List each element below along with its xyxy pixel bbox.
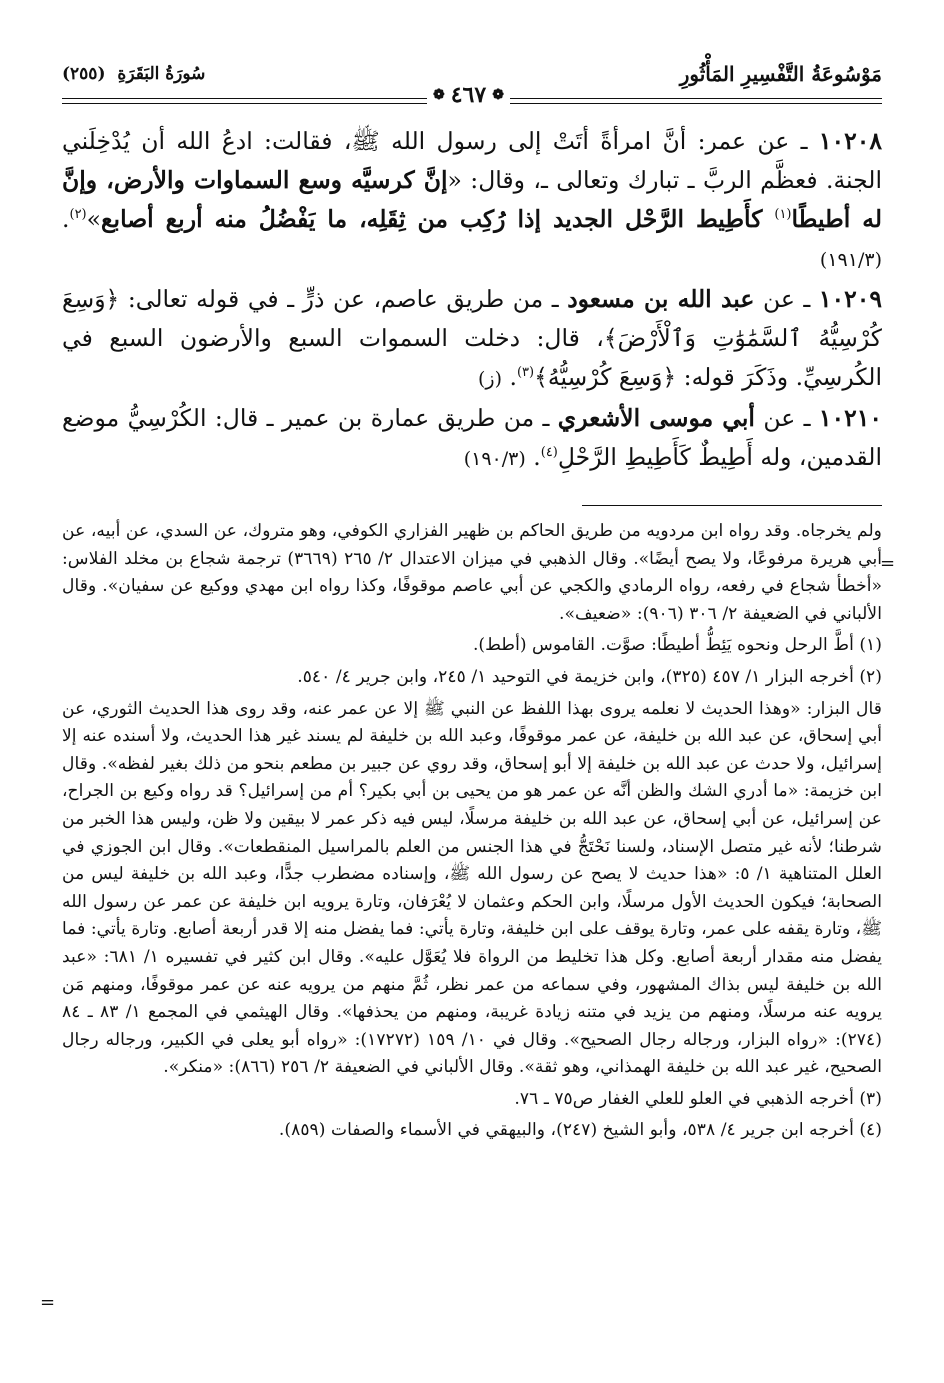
footnote-marker: (٣): [516, 365, 535, 381]
footnote-2-body: قال البزار: «وهذا الحديث لا نعلمه يروى بهذا اللفظ عن النبي ﷺ إلا عن عمر عنه، وقد روى هذا الحديث الثوري، عن أبي إسحاق، عن عبد الله بن خليفة، عن عمر موقوفًا، وعبد الله بن خليفة لم يسند غير هذا الحديث، ولا أسنده عنه إلا إسرائيل، ولا حدث عن عبد الله بن خليفة إلا أبو إسحاق، وقد روي عن جبير بن مطعم بنحو من ذلك بغير لفظه». وقال ابن خزيمة: «ما أدري الشك والظن أنَّه عن عمر هو من يحيى بن أبي بكير؟ أم من إسرائيل؟ قد رواه وكيع بن الجراح، عن إسرائيل، عن أبي إسحاق، عن عبد الله بن خليفة مرسلًا، ليس فيه ذكر عمر لا بيقين ولا ظن، وليس هذا الخبر من شرطنا؛ لأنه غير متصل الإسناد، ولسنا نَحْتَجُّ في هذا الجنس من العلم بالمراسيل المنقطعات». وقال ابن الجوزي في العلل المتناهية ١/ ٥: «هذا حديث لا يصح عن رسول الله ﷺ، وإسناده مضطرب جدًّا، وعبد الله بن خليفة ليس من الصحابة؛ فيكون الحديث الأول مرسلًا، وابن الحكم وعثمان لا يُعْرَفان، وتارة يرويه ابن خليفة عن عمر عن رسول الله ﷺ، وتارة يقفه على عمر، وتارة يوقف على ابن خليفة، وتارة يأتي: فما يفضل منه إلا قدر أربعة أصابع. وتارة يأتي: فما يفضل منه مقدار أربعة أصابع. وكل هذا تخليط من الرواة فلا يُعَوَّل عليه». وقال ابن كثير في تفسيره ١/ ٦٨١: «عبد الله بن خليفة ليس بذاك المشهور، وفي سماعه من عمر نظر، ثُمَّ منهم من يرويه عنه عن عمر موقوفًا، ومنهم مَن يرويه عنه مرسلًا، ومنهم من يزيد في متنه زيادة غريبة، ومنهم من يحذفها». وقال الهيثمي في المجمع ١/ ٨٣ ـ ٨٤ (٢٧٤): «رواه البزار، ورجاله رجال الصحيح». وقال في ١٠/ ١٥٩ (١٧٢٧٢): «رواه أبو يعلى في الكبير، ورجاله رجال الصحيح، غير عبد الله بن خليفة الهمذاني، وهو ثقة». وقال الألباني في الضعيفة ٢/ ٢٥٦ (٨٦٦): «منكر».: [62, 698, 882, 1078]
page-number-block: [427, 82, 510, 108]
entry-text: ، قال: دخلت السموات السبع والأرضون السبع في الكُرسِيِّ. وذَكَرَ قوله:: [62, 324, 882, 391]
surah-heading: [62, 64, 205, 84]
footnote-text: ولم يخرجاه. وقد رواه ابن مردويه من طريق الحاكم بن ظهير الفزاري الكوفي، وهو متروك، عن السدي، عن أبيه، عن أبي هريرة مرفوعًا، ولا يصح أيضًا». وقال الذهبي في ميزان الاعتدال ٢/ ٢٦٥ (٣٦٦٩) ترجمة شجاع بن مخلد الفلاس: «أخطأ شجاع في رفعه، رواه الرمادي والكجي عن أبي عاصم موقوفًا، وكذا رواه ابن مهدي ووكيع عن سفيان». وقال الألباني في الضعيفة ٢/ ٣٠٦ (٩٠٦): «ضعيف».: [62, 521, 882, 624]
ornament-icon: ❁: [492, 87, 504, 103]
footnote-2: (٢) أخرجه البزار ١/ ٤٥٧ (٣٢٥)، وابن خزيمة في التوحيد ١/ ٢٤٥، وابن جرير ٤/ ٥٤٠.: [297, 666, 882, 687]
page-number: ٤٦٧: [450, 82, 487, 108]
footnote-3: (٣) أخرجه الذهبي في العلو للعلي الغفار ص٧٥ ـ ٧٦.: [514, 1088, 882, 1109]
entry-text: »: [86, 205, 102, 233]
entry-text: ـ عن عمر: أنَّ امرأةً أتَتْ إلى رسول الله ﷺ، فقالت: ادعُ الله أن يُدْخِلَني الجنة. فعظَّم الربَّ ـ تبارك وتعالى ـ، وقال: «: [62, 127, 882, 194]
surah-name: سُورَةُ البَقَرَةِ: [117, 64, 206, 84]
footnote-1: (١) أطَّ الرحل ونحوه يَئِطُّ أطيطًا: صوَّت. القاموس (أطط).: [472, 635, 882, 656]
book-title: مَوْسُوعَةُ التَّفْسِيرِ المَأْثُورِ: [679, 62, 882, 86]
quran-verse: ﴿وَسِعَ كُرْسِيُّهُ ٱلسَّمَٰوَٰتِ وَٱلْأَرْضَ﴾: [62, 285, 882, 352]
ayah-number: (٢٥٥): [62, 64, 106, 84]
volume-reference: (١٩٠/٣): [463, 448, 526, 470]
entry-10208: [62, 122, 882, 280]
footnote-separator: [582, 505, 882, 506]
entry-number: ١٠٢٠٩: [818, 285, 882, 313]
footnote-marker: (٤): [540, 445, 558, 461]
entry-text: ـ عن: [754, 404, 819, 432]
hadith-text: كأَطِيط الرَّحْل الجديد إذا رُكِب من ثِقَلِه، ما يَفْضُلُ منه أربع أصابع: [101, 205, 775, 233]
continuation-mark-end: =: [40, 1292, 56, 1313]
ornament-icon: ❁: [433, 87, 445, 103]
entry-text: ـ من طريق عاصم، عن ذرٍّ ـ في قوله تعالى:: [119, 285, 568, 313]
footnotes: [62, 518, 882, 1145]
entry-text: .: [62, 205, 70, 233]
main-text: [62, 122, 882, 479]
page: [62, 56, 882, 1149]
page-header: [62, 56, 882, 108]
footnote-continuation: [62, 518, 882, 628]
footnote-4: (٤) أخرجه ابن جرير ٤/ ٥٣٨، وأبو الشيخ (٢٤٧)، والبيهقي في الأسماء والصفات (٨٥٩).: [278, 1120, 882, 1141]
entry-10209: [62, 280, 882, 399]
volume-reference: (ز): [477, 368, 502, 390]
entry-text: ـ عن: [754, 285, 819, 313]
entry-number: ١٠٢٠٨: [818, 127, 882, 155]
volume-reference: (١٩١/٣): [819, 249, 882, 271]
entry-text: .: [525, 443, 541, 471]
entry-number: ١٠٢١٠: [818, 404, 882, 432]
entry-text: ـ من طريق عمارة بن عمير ـ قال: الكُرْسِيُّ موضع القدمين، وله أَطِيطٌ كَأَطِيطِ الرَّحْلِ: [62, 404, 882, 471]
quran-verse: ﴿وَسِعَ كُرْسِيُّهُ﴾: [534, 363, 677, 391]
footnote-marker: (٢): [69, 207, 87, 223]
entry-text: .: [502, 363, 517, 391]
narrator-name: عبد الله بن مسعود: [567, 285, 755, 313]
continuation-mark: =: [880, 553, 896, 574]
narrator-name: أبي موسى الأشعري: [557, 404, 755, 432]
footnote-marker: (١): [774, 207, 792, 223]
entry-10210: [62, 399, 882, 479]
hadith-text: إنَّ كرسيَّه وسع السماوات والأرض، وإنَّ له أطيطًا: [62, 166, 882, 233]
